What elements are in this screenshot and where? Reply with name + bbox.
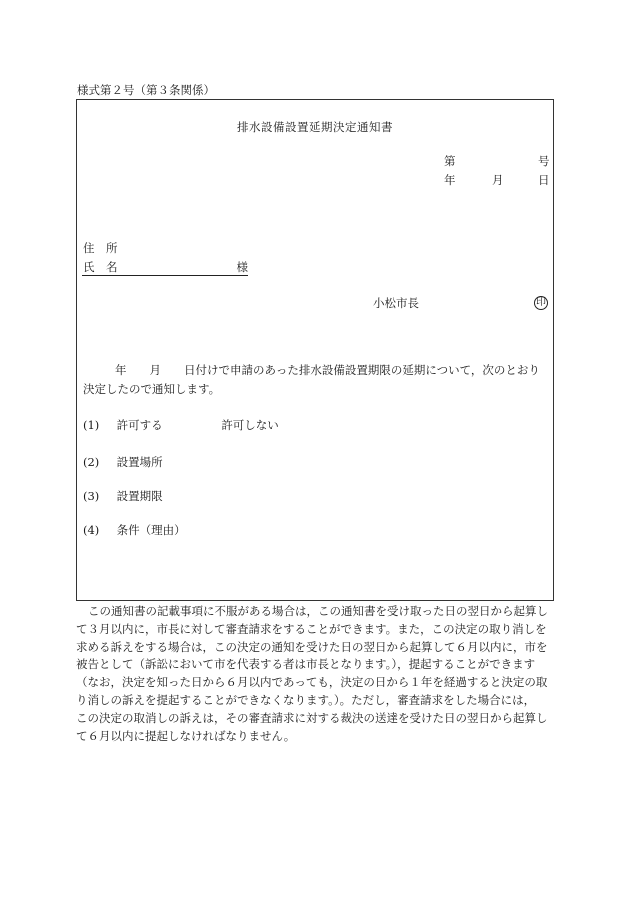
doc-number-prefix: 第 — [444, 154, 456, 168]
notice-line: この通知書の記載事項に不服がある場合は，この通知書を受け取った日の翌日から起算し — [88, 604, 548, 618]
form-number-label: 様式第２号（第３条関係） — [77, 83, 215, 97]
date-year: 年 — [444, 173, 456, 187]
item-label: 条件（理由） — [116, 523, 186, 537]
notice-line: 被告として（訴訟において市を代表する者は市長となります。），提起することができます — [76, 657, 536, 672]
notice-line: て６月以内に提起しなければなりません。 — [76, 728, 296, 743]
notice-form-frame — [76, 99, 554, 601]
item-location — [83, 457, 163, 469]
appeal-notice — [76, 603, 554, 745]
date-month: 月 — [492, 173, 504, 187]
notice-line: 求める訴えをする場合は，この決定の通知を受けた日の翌日から起算して６月以内に，市を — [76, 639, 548, 654]
doc-number-suffix: 号 — [538, 154, 550, 168]
document-title: 排水設備設置延期決定通知書 — [237, 120, 393, 134]
item-label: 設置期限 — [116, 489, 163, 503]
body-text-line-1: 年 月 日付けで申請のあった排水設備設置期限の延期について，次のとおり — [115, 363, 540, 377]
item-conditions — [83, 525, 186, 537]
item-deadline — [83, 491, 163, 503]
date-day: 日 — [538, 173, 550, 187]
option-deny: 許可しない — [221, 418, 279, 432]
recipient-name-line — [82, 261, 248, 276]
honorific: 様 — [236, 260, 248, 274]
item-number: (1) — [83, 418, 100, 432]
item-number: (3) — [83, 489, 100, 503]
body-text-line-2: 決定したので通知します。 — [83, 382, 221, 396]
notice-line: この決定の取消しの訴えは，その審査請求に対する裁決の送達を受けた日の翌日から起算し — [76, 710, 548, 725]
item-number: (2) — [83, 455, 100, 469]
address-label: 住 所 — [83, 241, 118, 255]
name-label: 氏 名 — [83, 260, 118, 274]
seal-mark: 印 — [536, 297, 546, 308]
item-permission — [83, 420, 279, 432]
notice-line: （なお，決定を知った日から６月以内であっても，決定の日から１年を経過すると決定の取 — [76, 675, 548, 690]
item-label: 設置場所 — [116, 455, 163, 469]
issuer-title: 小松市長 — [373, 296, 419, 310]
notice-line: り消しの訴えを提起することができなくなります。）。ただし，審査請求をした場合には， — [76, 692, 536, 707]
item-number: (4) — [83, 523, 100, 537]
notice-line: て３月以内に，市長に対して審査請求をすることができます。また，この決定の取り消しを — [76, 621, 547, 636]
option-permit: 許可する — [116, 418, 163, 432]
